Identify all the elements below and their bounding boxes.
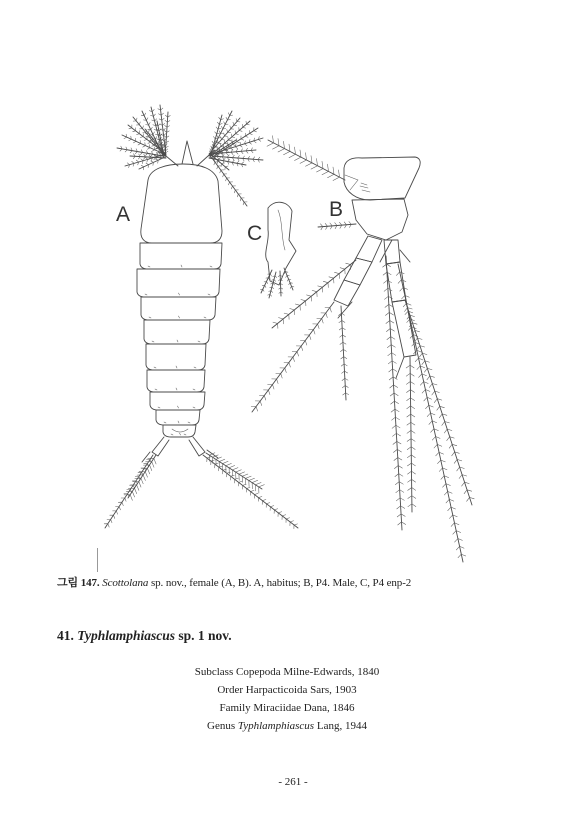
seta-shaft <box>400 250 410 262</box>
caudal-seta <box>203 455 298 529</box>
seta-shaft <box>341 306 346 400</box>
urosome-somite <box>156 410 200 425</box>
figure-number: 그림 147. <box>57 577 100 589</box>
figure-caption <box>57 576 577 590</box>
exopod-seta <box>339 306 349 400</box>
seta-shaft <box>142 452 150 462</box>
somite-spinules <box>171 433 186 435</box>
taxonomy-block <box>0 663 574 735</box>
label-b: B <box>329 198 344 221</box>
taxonomy-genus-name: Typhlamphiascus <box>237 720 315 732</box>
cephalothorax <box>141 164 222 243</box>
somite-spinules <box>155 388 195 390</box>
taxonomy-family: Family Miraciidae Dana, 1846 <box>219 702 355 714</box>
seta-shaft <box>405 300 472 505</box>
somite-spinules <box>152 340 200 342</box>
basis-seta <box>267 136 345 181</box>
protopod <box>352 199 408 240</box>
rostrum <box>182 141 193 164</box>
enp2-seta <box>284 268 294 290</box>
somite-spinules <box>164 421 190 423</box>
exopod-seta <box>251 302 334 412</box>
seta-shaft <box>165 112 168 158</box>
somite-spinules <box>145 293 210 295</box>
section-genus: Typhlamphiascus <box>77 628 176 643</box>
taxonomy-genus-author: Lang, 1944 <box>316 720 367 732</box>
seta-shaft <box>206 453 262 489</box>
section-heading <box>57 627 557 645</box>
urosome-somite <box>147 370 205 392</box>
urosome-somite <box>163 425 196 437</box>
habitus-drawing <box>104 105 298 529</box>
endopod-seta <box>383 256 406 530</box>
endopod-seta <box>405 300 475 505</box>
label-a: A <box>116 203 131 226</box>
seta-shaft <box>396 357 404 378</box>
caption-text: sp. nov., female (A, B). A, habitus; B, P4. Male, C, P4 enp-2 <box>150 577 412 589</box>
enp2-inner-margin <box>278 210 285 250</box>
caudal-ramus-right <box>189 437 205 456</box>
endopod-seta <box>406 357 416 512</box>
caudal-seta <box>142 452 150 462</box>
section-rest: sp. 1 nov. <box>178 628 232 643</box>
somite-spinules <box>158 406 195 408</box>
somite-spinules <box>149 316 206 318</box>
intercoxal-plate <box>344 157 420 200</box>
caudal-ramus-left <box>152 437 169 456</box>
page-number: - 261 - <box>278 776 308 788</box>
caudal-seta <box>124 455 156 500</box>
endopod-segment-2 <box>386 262 406 302</box>
taxonomy-genus <box>0 717 574 735</box>
p4-enp2-drawing <box>260 202 296 298</box>
anal-operculum <box>172 429 188 432</box>
plate-notch <box>345 175 370 192</box>
endopod-spine <box>400 250 410 262</box>
basis-spine <box>318 222 356 230</box>
somite-spinules <box>148 265 212 267</box>
taxonomy-subclass: Subclass Copepoda Milne-Edwards, 1840 <box>194 666 380 678</box>
enp2-seta <box>278 271 283 296</box>
exopod-segment-3 <box>334 280 360 306</box>
caudal-seta <box>206 453 264 493</box>
seta-shaft <box>139 158 163 169</box>
endopod-spine <box>396 357 404 378</box>
somite-spinules <box>154 366 196 368</box>
p4-leg-drawing <box>251 136 474 562</box>
section-number: 41. <box>57 628 74 643</box>
label-c: C <box>247 222 263 245</box>
taxonomy-order: Order Harpacticoida Sars, 1903 <box>217 684 357 696</box>
exopod-segment-1 <box>356 236 382 262</box>
taxonomy-genus-prefix: Genus <box>207 720 236 732</box>
caption-genus: Scottolana <box>102 577 149 589</box>
margin-mark <box>97 548 98 572</box>
